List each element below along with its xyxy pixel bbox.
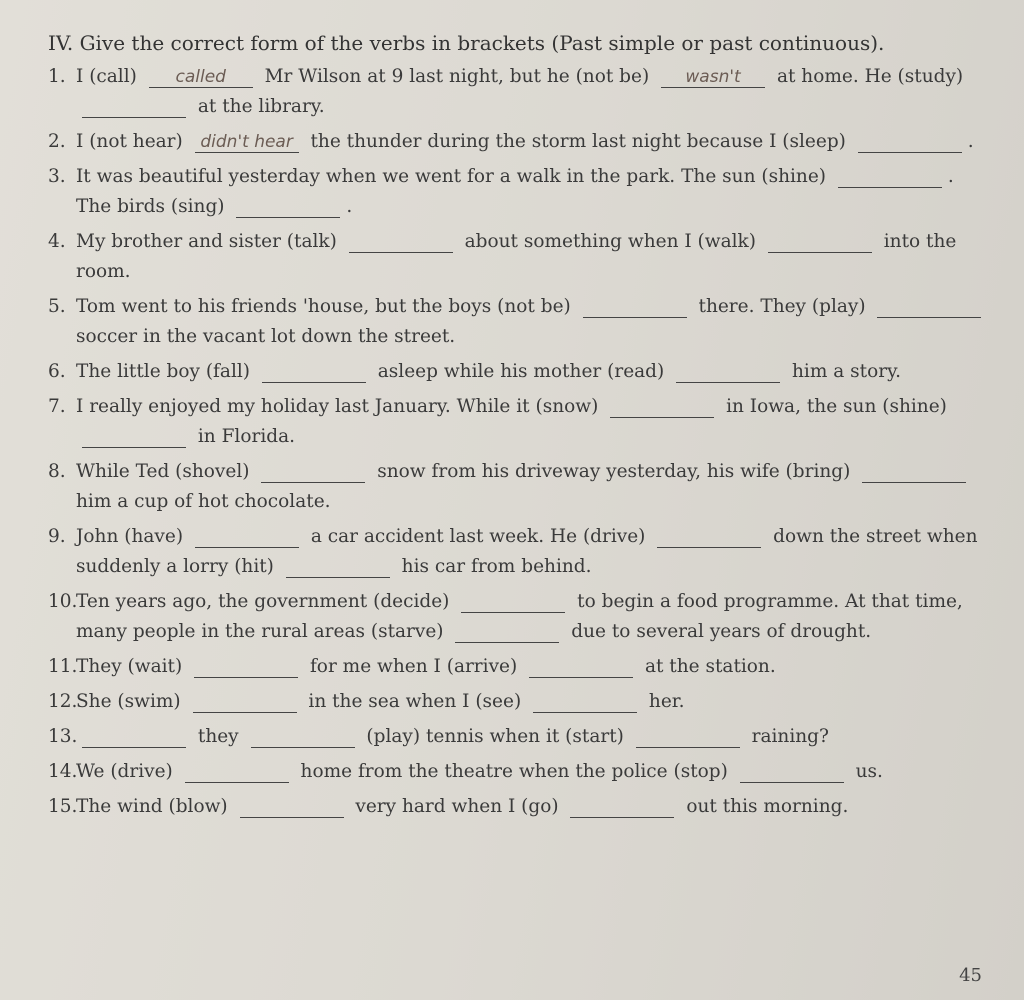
answer-blank[interactable] [740, 762, 844, 783]
answer-blank[interactable] [768, 232, 872, 253]
answer-blank[interactable] [236, 197, 340, 218]
answer-blank[interactable] [862, 462, 966, 483]
sentence-fragment: due to several years of drought. [565, 621, 872, 642]
exercise-item [48, 457, 994, 517]
item-number: 5. [48, 296, 66, 317]
answer-blank[interactable] [529, 657, 633, 678]
item-number: 14. [48, 761, 78, 782]
item-sentence [76, 127, 994, 157]
answer-blank[interactable] [261, 462, 365, 483]
exercise-heading: IV. Give the correct form of the verbs in brackets (Past simple or past continuous). [48, 31, 885, 55]
item-number: 2. [48, 131, 66, 152]
answer-blank[interactable] [583, 297, 687, 318]
answer-blank[interactable] [286, 557, 390, 578]
item-number: 7. [48, 396, 66, 417]
item-sentence [76, 357, 994, 387]
exercise-item [48, 357, 994, 387]
sentence-fragment: the thunder during the storm last night because I (sleep) [304, 131, 852, 152]
answer-blank[interactable] [349, 232, 453, 253]
sentence-fragment: at the station. [639, 656, 776, 677]
sentence-fragment: him a cup of hot chocolate. [76, 491, 331, 512]
sentence-fragment: there. They (play) [692, 296, 872, 317]
item-sentence [76, 162, 994, 222]
sentence-fragment: asleep while his mother (read) [371, 361, 671, 382]
exercise-item [48, 292, 994, 352]
item-sentence [76, 687, 994, 717]
sentence-fragment: at the library. [192, 96, 325, 117]
sentence-fragment: . [967, 131, 974, 152]
sentence-fragment: (play) tennis when it (start) [360, 726, 630, 747]
item-sentence [76, 392, 994, 452]
sentence-fragment: they [192, 726, 245, 747]
item-sentence [76, 457, 994, 517]
answer-blank[interactable] [858, 132, 962, 153]
item-number: 12. [48, 691, 78, 712]
item-number: 13. [48, 726, 78, 747]
answer-blank[interactable] [461, 592, 565, 613]
answer-blank[interactable] [636, 727, 740, 748]
sentence-fragment: It was beautiful yesterday when we went for a walk in the park. The sun (shine) [76, 166, 832, 187]
answer-blank[interactable] [570, 797, 674, 818]
answer-blank[interactable] [877, 297, 981, 318]
answer-blank[interactable] [838, 167, 942, 188]
item-sentence [76, 792, 994, 822]
item-sentence [76, 722, 994, 752]
sentence-fragment: John (have) [76, 526, 189, 547]
item-sentence [76, 522, 994, 582]
sentence-fragment: While Ted (shovel) [76, 461, 256, 482]
answer-blank[interactable] [82, 727, 186, 748]
answer-blank[interactable] [82, 427, 186, 448]
sentence-fragment: The wind (blow) [76, 796, 234, 817]
sentence-fragment: her. [643, 691, 685, 712]
item-sentence [76, 292, 994, 352]
answer-blank[interactable] [193, 692, 297, 713]
sentence-fragment: his car from behind. [395, 556, 592, 577]
sentence-fragment: about something when I (walk) [458, 231, 762, 252]
sentence-fragment: down the street when suddenly a lorry (hit) [76, 526, 978, 577]
answer-blank[interactable] [195, 527, 299, 548]
answer-blank[interactable]: called [149, 67, 253, 88]
answer-blank[interactable] [240, 797, 344, 818]
exercise-item [48, 687, 994, 717]
page-number: 45 [959, 965, 982, 986]
sentence-fragment: I really enjoyed my holiday last January. While it (snow) [76, 396, 605, 417]
sentence-fragment: raining? [745, 726, 829, 747]
exercise-item [48, 62, 994, 122]
item-number: 8. [48, 461, 66, 482]
sentence-fragment: to begin a food programme. At that time, many people in the rural areas (starve) [76, 591, 963, 642]
exercise-item [48, 792, 994, 822]
item-sentence [76, 757, 994, 787]
answer-blank[interactable] [533, 692, 637, 713]
exercise-item [48, 652, 994, 682]
sentence-fragment: us. [849, 761, 883, 782]
item-number: 1. [48, 66, 66, 87]
exercise-item [48, 722, 994, 752]
sentence-fragment: for me when I (arrive) [304, 656, 524, 677]
sentence-fragment: him a story. [786, 361, 901, 382]
answer-blank[interactable] [251, 727, 355, 748]
item-number: 6. [48, 361, 66, 382]
exercise-list [48, 62, 994, 822]
answer-blank[interactable] [185, 762, 289, 783]
sentence-fragment: She (swim) [76, 691, 187, 712]
answer-blank[interactable] [262, 362, 366, 383]
sentence-fragment: . [346, 196, 353, 217]
sentence-fragment: I (call) [76, 66, 143, 87]
answer-blank[interactable] [82, 97, 186, 118]
sentence-fragment: snow from his driveway yesterday, his wife (bring) [371, 461, 857, 482]
sentence-fragment: They (wait) [76, 656, 189, 677]
exercise-item [48, 227, 994, 287]
answer-blank[interactable] [610, 397, 714, 418]
sentence-fragment: in Florida. [192, 426, 295, 447]
sentence-fragment: a car accident last week. He (drive) [304, 526, 652, 547]
sentence-fragment: in Iowa, the sun (shine) [720, 396, 947, 417]
item-number: 15. [48, 796, 78, 817]
item-number: 11. [48, 656, 78, 677]
exercise-item [48, 162, 994, 222]
sentence-fragment: My brother and sister (talk) [76, 231, 343, 252]
sentence-fragment: We (drive) [76, 761, 179, 782]
item-sentence [76, 587, 994, 647]
answer-blank[interactable]: didn't hear [195, 132, 299, 153]
exercise-item [48, 757, 994, 787]
sentence-fragment: The little boy (fall) [76, 361, 256, 382]
item-sentence [76, 62, 994, 122]
sentence-fragment: Mr Wilson at 9 last night, but he (not be) [258, 66, 656, 87]
sentence-fragment: at home. He (study) [771, 66, 964, 87]
answer-blank[interactable] [676, 362, 780, 383]
sentence-fragment: into the room. [76, 231, 957, 282]
exercise-item [48, 587, 994, 647]
sentence-fragment: in the sea when I (see) [302, 691, 528, 712]
answer-blank[interactable]: wasn't [661, 67, 765, 88]
sentence-fragment: soccer in the vacant lot down the street. [76, 326, 456, 347]
sentence-fragment: Tom went to his friends 'house, but the boys (not be) [76, 296, 577, 317]
item-number: 4. [48, 231, 66, 252]
item-sentence [76, 227, 994, 287]
sentence-fragment: very hard when I (go) [349, 796, 565, 817]
sentence-fragment: home from the theatre when the police (stop) [294, 761, 734, 782]
exercise-item [48, 392, 994, 452]
item-number: 10. [48, 591, 78, 612]
exercise-item [48, 127, 994, 157]
item-number: 3. [48, 166, 66, 187]
sentence-fragment: out this morning. [680, 796, 849, 817]
sentence-fragment: I (not hear) [76, 131, 189, 152]
answer-blank[interactable] [455, 622, 559, 643]
sentence-fragment: Ten years ago, the government (decide) [76, 591, 456, 612]
answer-blank[interactable] [657, 527, 761, 548]
item-number: 9. [48, 526, 66, 547]
exercise-item [48, 522, 994, 582]
answer-blank[interactable] [194, 657, 298, 678]
sentence-fragment: . The birds (sing) [76, 166, 954, 217]
item-sentence [76, 652, 994, 682]
